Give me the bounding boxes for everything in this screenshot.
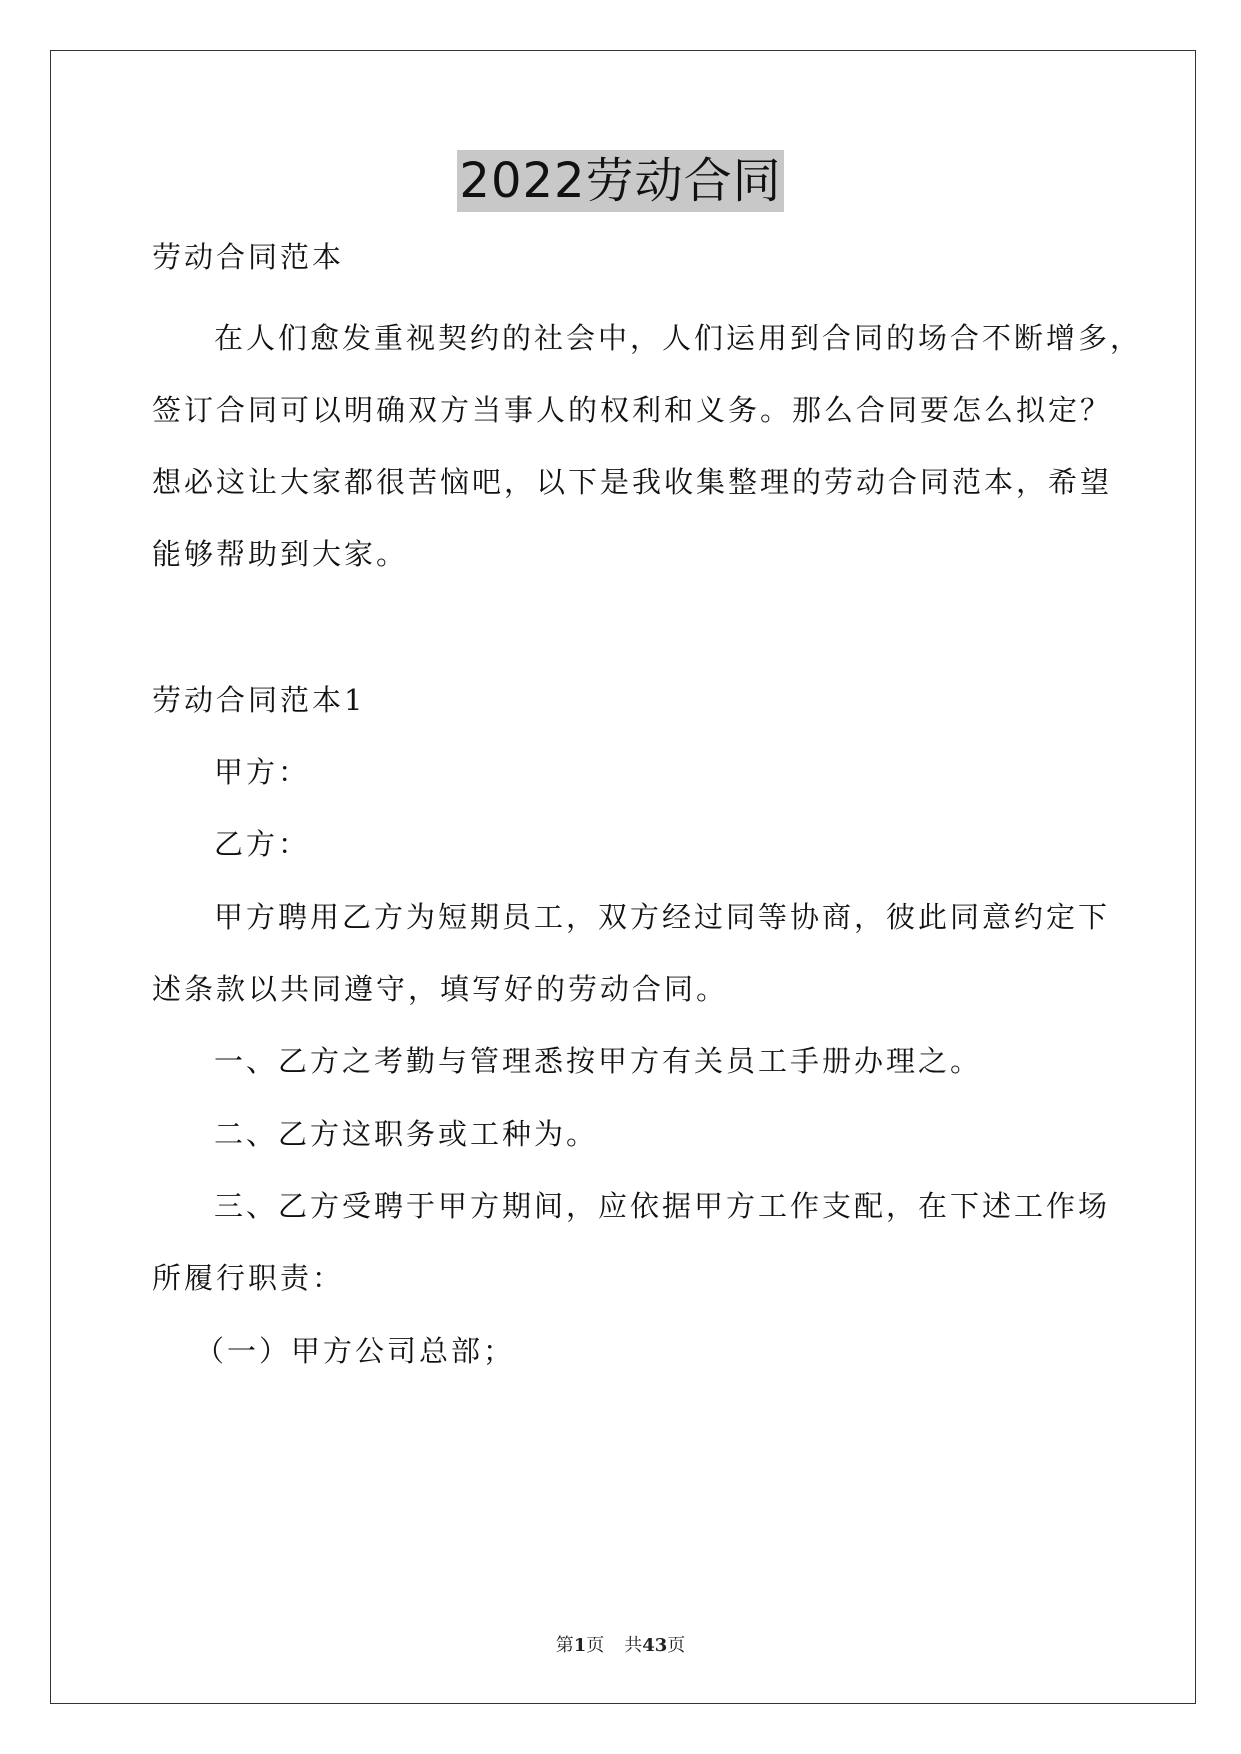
section-heading: 劳动合同范本: [152, 240, 345, 274]
sub-clause-line: （一）甲方公司总部；: [195, 1334, 516, 1368]
clause-line: 所履行职责：: [152, 1261, 345, 1295]
page-footer: [0, 1634, 1241, 1658]
document-title: 2022劳动合同: [457, 150, 783, 212]
paragraph-line: 在人们愈发重视契约的社会中，人们运用到合同的场合不断增多，: [214, 321, 1143, 355]
title-container: [0, 150, 1241, 212]
party-b-line: 乙方：: [214, 827, 311, 861]
clause-line: 二、乙方这职务或工种为。: [214, 1117, 599, 1151]
total-suffix: 页: [667, 1635, 686, 1656]
paragraph-line: 述条款以共同遵守，填写好的劳动合同。: [152, 972, 729, 1006]
clause-line: 三、乙方受聘于甲方期间，应依据甲方工作支配，在下述工作场: [214, 1189, 1111, 1223]
paragraph-line: 签订合同可以明确双方当事人的权利和义务。那么合同要怎么拟定？: [152, 393, 1113, 427]
total-prefix: 共: [624, 1635, 643, 1656]
party-a-line: 甲方：: [214, 755, 311, 789]
paragraph-line: 甲方聘用乙方为短期员工，双方经过同等协商，彼此同意约定下: [214, 900, 1111, 934]
page-prefix: 第: [555, 1635, 574, 1656]
paragraph-line: 想必这让大家都很苦恼吧，以下是我收集整理的劳动合同范本，希望: [152, 465, 1113, 499]
paragraph-line: 能够帮助到大家。: [152, 537, 409, 571]
total-pages: 43: [642, 1635, 668, 1656]
section-heading: 劳动合同范本1: [152, 683, 366, 717]
page-number: 1: [573, 1635, 587, 1656]
page-suffix: 页: [586, 1635, 605, 1656]
clause-line: 一、乙方之考勤与管理悉按甲方有关员工手册办理之。: [214, 1044, 983, 1078]
page-border: [50, 50, 1196, 1704]
